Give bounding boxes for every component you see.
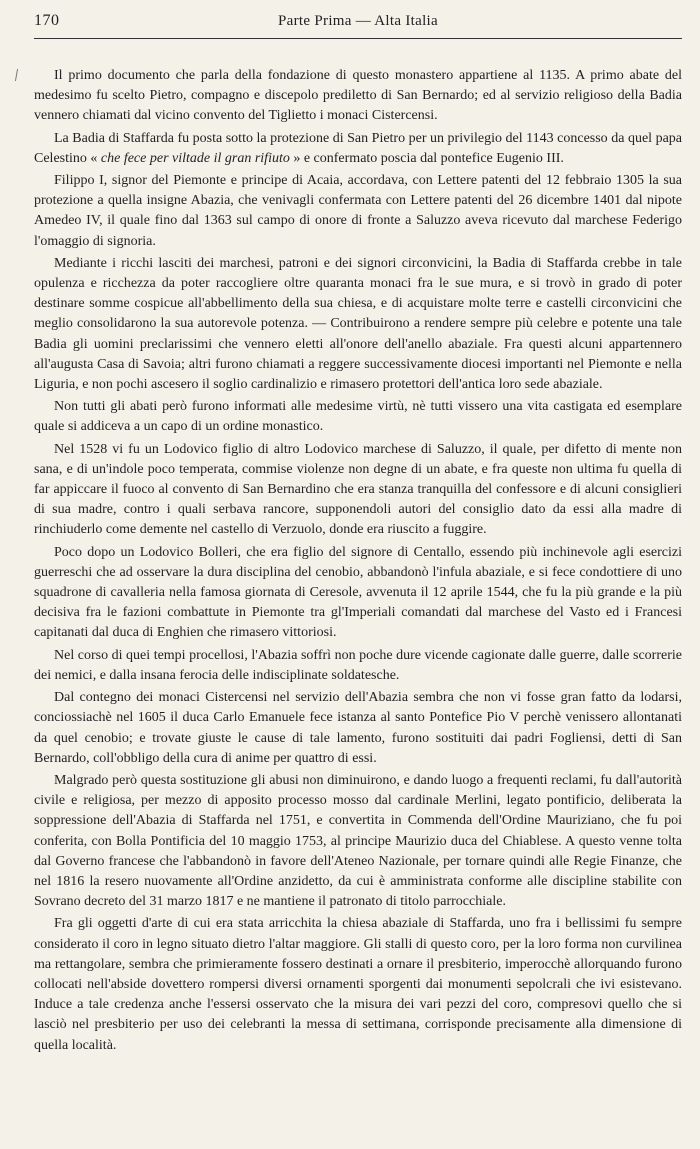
paragraph-text: » e confermato poscia dal pontefice Eugenio III. [289, 150, 564, 166]
paragraph-text: Il primo documento che parla della fondazione di questo monastero appartiene al 1135. A primo abate del medesimo fu scelto Pietro, compagno e discepolo prediletto di San Bernardo; ed al servizio religioso della Badia vennero chiamati dal vicino convento del Tiglietto i monaci Cistercensi. [34, 68, 682, 124]
paragraph-text: Non tutti gli abati però furono informati alle medesime virtù, nè tutti vissero una vita castigata ed esemplare quale si addiceva a un capo di un ordine monastico. [34, 399, 682, 435]
dante-quote: che fece per viltade il gran rifiuto [100, 150, 290, 166]
paragraph-10 [34, 771, 682, 912]
paragraph-2 [34, 129, 682, 169]
paragraph-1 [34, 66, 682, 127]
paragraph-text: Malgrado però questa sostituzione gli abusi non diminuirono, e dando luogo a frequenti reclami, fu dall'autorità civile e religiosa, per mezzo di apposito processo mosso dal cardinale Merlini, legato pontificio, deliberata la soppressione dell'Abazia di Staffarda nel 1751, e convertita in Commenda dell'Ordine Mauriziano, che fu poi conferita, con Bolla Pontificia del 10 maggio 1753, al principe Maurizio duca del Chiablese. A questo venne tolta dal Governo francese che l'abbandonò in favore dell'Ateneo Nazionale, per tornare quindi alle Regie Finanze, che nel 1816 la resero nuovamente all'Ordine anzidetto, da cui è amministrata conforme alle discipline stabilite con Sovrano decreto del 31 marzo 1817 e ne mantiene il patronato di titolo parrocchiale. [34, 772, 682, 910]
paragraph-8 [34, 646, 682, 686]
paragraph-text: Mediante i ricchi lasciti dei marchesi, patroni e dei signori circonvicini, la Badia di Staffarda crebbe in tale opulenza e ricchezza da poter raccogliere oltre quaranta monaci fra le sue mura, e si trovò in grado di poter destinare somme cospicue all'abbellimento della sua chiesa, e di acquistare molte terre e castelli circonvicini che meglio consolidarono la sua autorevole potenza. — Contribuirono a rendere sempre più celebre e potente una tale Badia gli uomini preclarissimi che vennero eletti all'onore dell'anello abaziale. Fra questi alcuni appartennero all'augusta Casa di Savoia; altri furono chiamati a reggere successivamente diocesi importanti nel Piemonte e nella Liguria, e non pochi ascesero il soglio cardinalizio e rimasero protettori dell'antica loro sede abaziale. [34, 255, 682, 393]
paragraph-text: La Badia di Staffarda fu posta sotto la protezione di San Pietro per un privilegio del 1143 concesso da quel papa Celestino « [34, 130, 682, 166]
paragraph-text: Fra gli oggetti d'arte di cui era stata arricchita la chiesa abaziale di Staffarda, uno fra i bellissimi fu sempre considerato il coro in legno situato dietro l'altar maggiore. Gli stalli di questo coro, per la loro forma non curvilinea ma rettangolare, sembra che primieramente fossero destinati a ornare il presbiterio, imperocchè allorquando furono collocati nell'abside dovettero rompersi diversi ornamenti sporgenti dai monumenti sepolcrali che ivi esistevano. Induce a tale credenza anche l'essersi osservato che la misura dei vari pezzi del coro, compresovi quello che si lasciò nel presbiterio per uso dei celebranti la messa di settimana, corrisponde precisamente alla dimensione di quella località. [34, 916, 682, 1053]
body-text [34, 66, 682, 1058]
paragraph-text: Poco dopo un Lodovico Bolleri, che era figlio del signore di Centallo, essendo più inchinevole agli esercizi guerreschi che ad osservare la dura disciplina del cenobio, abbandonò l'infula abaziale, e si fece condottiere di uno squadrone di cavalleria nella famosa giornata di Ceresole, avvenuta il 12 aprile 1544, che fu la più grande e la più decisiva fra le fazioni combattute in Piemonte tra gl'Imperiali comandati dal marchese del Vasto ed i Francesi capitanati dal duca di Enghien che rimasero vittoriosi. [34, 544, 682, 641]
page-header [34, 10, 682, 32]
header-rule [34, 38, 682, 39]
paragraph-6 [34, 440, 682, 541]
paragraph-5 [34, 397, 682, 437]
paragraph-text: Nel corso di quei tempi procellosi, l'Abazia soffrì non poche dure vicende cagionate dalle guerre, dalle scorrerie dei nemici, e dalla insana ferocia delle indisciplinate soldatesche. [34, 647, 682, 683]
paragraph-11 [34, 914, 682, 1055]
running-title: Parte Prima — Alta Italia [278, 13, 438, 29]
paragraph-7 [34, 543, 682, 644]
paragraph-3 [34, 171, 682, 252]
paragraph-text: Nel 1528 vi fu un Lodovico figlio di altro Lodovico marchese di Saluzzo, il quale, per difetto di mente non sana, e di un'indole poco temperata, commise violenze non degne di un abate, e fra queste non ultima fu quella di far appiccare il fuoco al convento di San Bernardino che era stanza tranquilla del confessore e di alcuni consiglieri di sua madre, contro i quali serbava rancore, supponendoli autori del consiglio dato da essi alla madre di rinchiuderlo come demente nel castello di Verzuolo, donde era riuscito a fuggire. [34, 441, 682, 538]
paragraph-text: Dal contegno dei monaci Cistercensi nel servizio dell'Abazia sembra che non vi fosse gran fatto da lodarsi, conciossiachè nel 1605 il duca Carlo Emanuele fece istanza al santo Pontefice Pio V perchè venissero allontanati da quel cenobio; e trovate giuste le cause di tale lamento, furono sostituiti dai padri Fogliensi, detti di San Bernardo, coll'obbligo della cura di anime per quattro di essi. [34, 690, 682, 766]
margin-mark [15, 69, 18, 81]
paragraph-text: Filippo I, signor del Piemonte e principe di Acaia, accordava, con Lettere patenti del 12 febbraio 1305 la sua protezione a quella insigne Abazia, che venivagli confermata con Lettere patenti del 26 dicembre 1401 dal nipote Amedeo IV, il quale fino dal 1363 sul campo di onore di fronte a Saluzzo aveva ricevuto dal marchese Federigo l'omaggio di signoria. [34, 173, 682, 249]
page-number: 170 [34, 12, 60, 29]
paragraph-4 [34, 254, 682, 395]
paragraph-9 [34, 688, 682, 769]
